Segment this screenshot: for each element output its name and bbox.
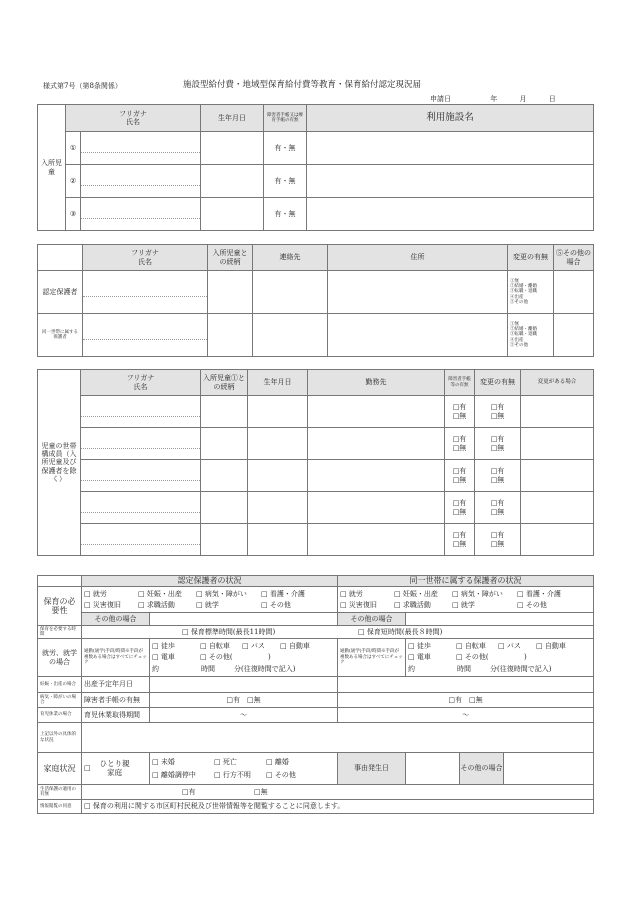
event-date-value[interactable] (406, 753, 460, 785)
child-row-2-facility[interactable] (307, 165, 594, 198)
event-date-label: 事由発生日 (338, 753, 406, 785)
household-row-work[interactable] (308, 524, 445, 556)
child-row-1-facility[interactable] (307, 132, 594, 165)
hours-options[interactable]: □ 保育標準時間(最長11時間) □ 保育短時間(最長８時間) (82, 626, 594, 639)
household-row-change[interactable]: □有 □無 (475, 396, 521, 428)
household-relation-header: 入所児童①との続柄 (201, 370, 248, 396)
household-row-birth[interactable] (248, 428, 308, 460)
family-label: 家庭状況 (38, 753, 82, 785)
guardian-row-2-name[interactable] (83, 314, 208, 357)
household-row-changecase[interactable] (521, 492, 594, 524)
household-row-name[interactable] (81, 396, 201, 428)
children-facility-header: 利用施設名 (307, 105, 594, 132)
guardian-name-header: フリガナ 氏名 (83, 245, 208, 271)
household-row-relation[interactable] (201, 428, 248, 460)
commute-label: 就労、就学の場合 (38, 639, 82, 677)
commute-same-options[interactable]: □ 徒歩 □ 自転車 □ バス □ 自動車 □ 電車 □ その他( ) 約 時間 分(往復時間で記入) (406, 639, 594, 677)
need-same-other-value[interactable] (406, 613, 594, 626)
guardian-row-1-relation[interactable] (208, 271, 253, 314)
form-title: 施設型給付費・地域型保育給付費等教育・保育給付認定現況届 (183, 80, 422, 90)
household-work-header: 勤務先 (308, 370, 445, 396)
household-row-relation[interactable] (201, 524, 248, 556)
apply-date[interactable] (430, 95, 556, 103)
guardian-row-1-change[interactable]: ①無 ②結婚・離婚 ③転職・退職 ④出産 ⑤その他 (508, 271, 554, 314)
child-row-3-name[interactable] (81, 198, 201, 231)
guardian-row-1-name[interactable] (83, 271, 208, 314)
child-row-2-name[interactable] (81, 165, 201, 198)
guardian-row-2-other[interactable] (554, 314, 594, 357)
guardian-row-1-address[interactable] (328, 271, 508, 314)
guardian-change-header: 変更の有無 (508, 245, 554, 271)
guardian-table (37, 244, 594, 357)
status-corner (38, 576, 82, 587)
welfare-options[interactable]: □有 □無 (82, 785, 594, 800)
household-changecase-header: 変更がある場合 (521, 370, 594, 396)
form-number: 様式第7号（第8条関係） (43, 82, 122, 90)
leave-label: 育児休業の場合 (38, 708, 82, 723)
household-handicap-header: 障害者手帳等の有無 (445, 370, 475, 396)
child-row-1-name[interactable] (81, 132, 201, 165)
birth-text: 出産予定年月日 (82, 677, 150, 693)
need-label: 保育の必要性 (38, 587, 82, 626)
children-table (37, 104, 594, 231)
ill-label: 病気・障がいの場合 (38, 693, 82, 708)
need-same-options[interactable]: □ 就労 □ 妊娠・出産 □ 病気・障がい □ 看護・介護 □ 災害復旧 □ 求職活動 □ 就学 □ その他 (338, 587, 594, 613)
ill-guardian-options[interactable]: □有 □無 (150, 693, 338, 708)
guardian-row-2-relation[interactable] (208, 314, 253, 357)
household-row-work[interactable] (308, 396, 445, 428)
guardian-other-header: ⑤その他の場合 (554, 245, 594, 271)
need-guardian-other-label: その他の場合 (82, 613, 150, 626)
household-row-birth[interactable] (248, 524, 308, 556)
status-guardian-header: 認定保護者の状況 (82, 576, 338, 587)
guardian-relation-header: 入所児童との続柄 (208, 245, 253, 271)
guardian-row-1-other[interactable] (554, 271, 594, 314)
guardian-row-1-label: 認定保護者 (38, 271, 83, 314)
household-row-name[interactable] (81, 524, 201, 556)
leave-guardian-period[interactable]: ～ (150, 708, 338, 723)
household-change-header: 変更の有無 (475, 370, 521, 396)
household-row-handicap[interactable]: □有 □無 (445, 524, 475, 556)
household-row-changecase[interactable] (521, 428, 594, 460)
need-same-other-label: その他の場合 (338, 613, 406, 626)
leave-text: 育児休業取得期間 (82, 708, 150, 723)
guardian-contact-header: 連絡先 (253, 245, 328, 271)
household-row-handicap[interactable]: □有 □無 (445, 492, 475, 524)
need-guardian-options[interactable]: □ 就労 □ 妊娠・出産 □ 病気・障がい □ 看護・介護 □ 災害復旧 □ 求職活動 □ 就学 □ その他 (82, 587, 338, 613)
household-row-name[interactable] (81, 428, 201, 460)
household-row-handicap[interactable]: □有 □無 (445, 460, 475, 492)
apply-date-year: 年 (490, 95, 498, 103)
guardian-row-2-address[interactable] (328, 314, 508, 357)
household-row-name[interactable] (81, 460, 201, 492)
child-row-3-handicap[interactable]: 有・無 (264, 198, 307, 231)
household-row-relation[interactable] (201, 460, 248, 492)
household-row-handicap[interactable]: □有 □無 (445, 396, 475, 428)
leave-same-period[interactable]: ～ (338, 708, 594, 723)
guardian-row-1-contact[interactable] (253, 271, 328, 314)
apply-date-day: 日 (548, 95, 556, 103)
apply-date-month: 月 (519, 95, 527, 103)
family-other (460, 753, 594, 785)
children-handicap-header: 障害者手帳又は療育手帳の有無 (264, 105, 307, 132)
household-row-changecase[interactable] (521, 396, 594, 428)
household-row-birth[interactable] (248, 460, 308, 492)
household-row-work[interactable] (308, 492, 445, 524)
household-row-changecase[interactable] (521, 524, 594, 556)
reason-value[interactable] (82, 723, 594, 753)
guardian-row-2-change[interactable]: ①無 ②結婚・離婚 ③転職・退職 ④出産 ⑤その他 (508, 314, 554, 357)
family-other-label: その他の場合 (460, 753, 504, 784)
child-row-1-handicap[interactable]: 有・無 (264, 132, 307, 165)
status-same-header: 同一世帯に属する保護者の状況 (338, 576, 594, 587)
guardian-row-2-contact[interactable] (253, 314, 328, 357)
ill-text: 障害者手帳の有無 (82, 693, 150, 708)
household-section-label: 児童の世帯構成員（入所児童及び保護者を除く） (38, 370, 81, 556)
apply-date-label: 申請日 (430, 95, 451, 103)
household-row-birth[interactable] (248, 396, 308, 428)
household-name-header: フリガナ 氏名 (81, 370, 201, 396)
hours-label: 保育を必要する時間 (38, 626, 82, 639)
family-options[interactable]: □ 未婚 □ 死亡 □ 離婚 □ 離婚調停中 □ 行方不明 □ その他 (150, 753, 338, 785)
household-row-change[interactable]: □有 □無 (475, 460, 521, 492)
status-table (37, 575, 594, 814)
household-row-change[interactable]: □有 □無 (475, 492, 521, 524)
ill-same-options[interactable]: □有 □無 (338, 693, 594, 708)
household-row-changecase[interactable] (521, 460, 594, 492)
welfare-label: 生活保護の適用の有無 (38, 785, 82, 800)
need-guardian-other-value[interactable] (150, 613, 338, 626)
household-row-work[interactable] (308, 460, 445, 492)
household-birth-header: 生年月日 (248, 370, 308, 396)
child-row-2-handicap[interactable]: 有・無 (264, 165, 307, 198)
birth-same-value[interactable] (338, 677, 594, 693)
commute-same-note: 通勤(通学)手段/時間※手段が複数ある場合はすべてにチェック (338, 639, 406, 677)
guardian-corner (38, 245, 83, 271)
household-table (37, 369, 594, 556)
family-single[interactable]: □ひとり親家庭 (82, 753, 150, 785)
children-name-header: フリガナ 氏名 (66, 105, 201, 132)
child-row-2-birth[interactable] (201, 165, 264, 198)
birth-guardian-value[interactable] (150, 677, 338, 693)
child-row-2-no: ② (66, 165, 81, 198)
household-row-change[interactable]: □有 □無 (475, 428, 521, 460)
household-row-handicap[interactable]: □有 □無 (445, 428, 475, 460)
household-row-work[interactable] (308, 428, 445, 460)
household-row-name[interactable] (81, 492, 201, 524)
children-section-label: 入所児童 (38, 105, 66, 231)
family-other-value[interactable] (504, 753, 593, 784)
commute-guardian-options[interactable]: □ 徒歩 □ 自転車 □ バス □ 自動車 □ 電車 □ その他( ) 約 時間 分(往復時間で記入) (150, 639, 338, 677)
reason-label: 上記以外の具体的な状況 (38, 723, 82, 753)
consent-label: 情報閲覧の同意 (38, 800, 82, 814)
child-row-1-birth[interactable] (201, 132, 264, 165)
commute-guardian-note: 通勤(通学)手段/時間※手段が複数ある場合はすべてにチェック (82, 639, 150, 677)
household-row-relation[interactable] (201, 492, 248, 524)
children-birth-header: 生年月日 (201, 105, 264, 132)
birth-label: 妊娠・出産の場合 (38, 677, 82, 693)
guardian-row-2-label: 同一世帯に属する保護者 (38, 314, 83, 357)
household-row-birth[interactable] (248, 492, 308, 524)
guardian-address-header: 住所 (328, 245, 508, 271)
child-row-3-facility[interactable] (307, 198, 594, 231)
household-row-relation[interactable] (201, 396, 248, 428)
household-row-change[interactable]: □有 □無 (475, 524, 521, 556)
consent-checkbox[interactable]: □ 保育の利用に関する市区町村民税及び世帯情報等を閲覧することに同意します。 (82, 800, 594, 814)
child-row-3-birth[interactable] (201, 198, 264, 231)
child-row-1-no: ① (66, 132, 81, 165)
child-row-3-no: ③ (66, 198, 81, 231)
